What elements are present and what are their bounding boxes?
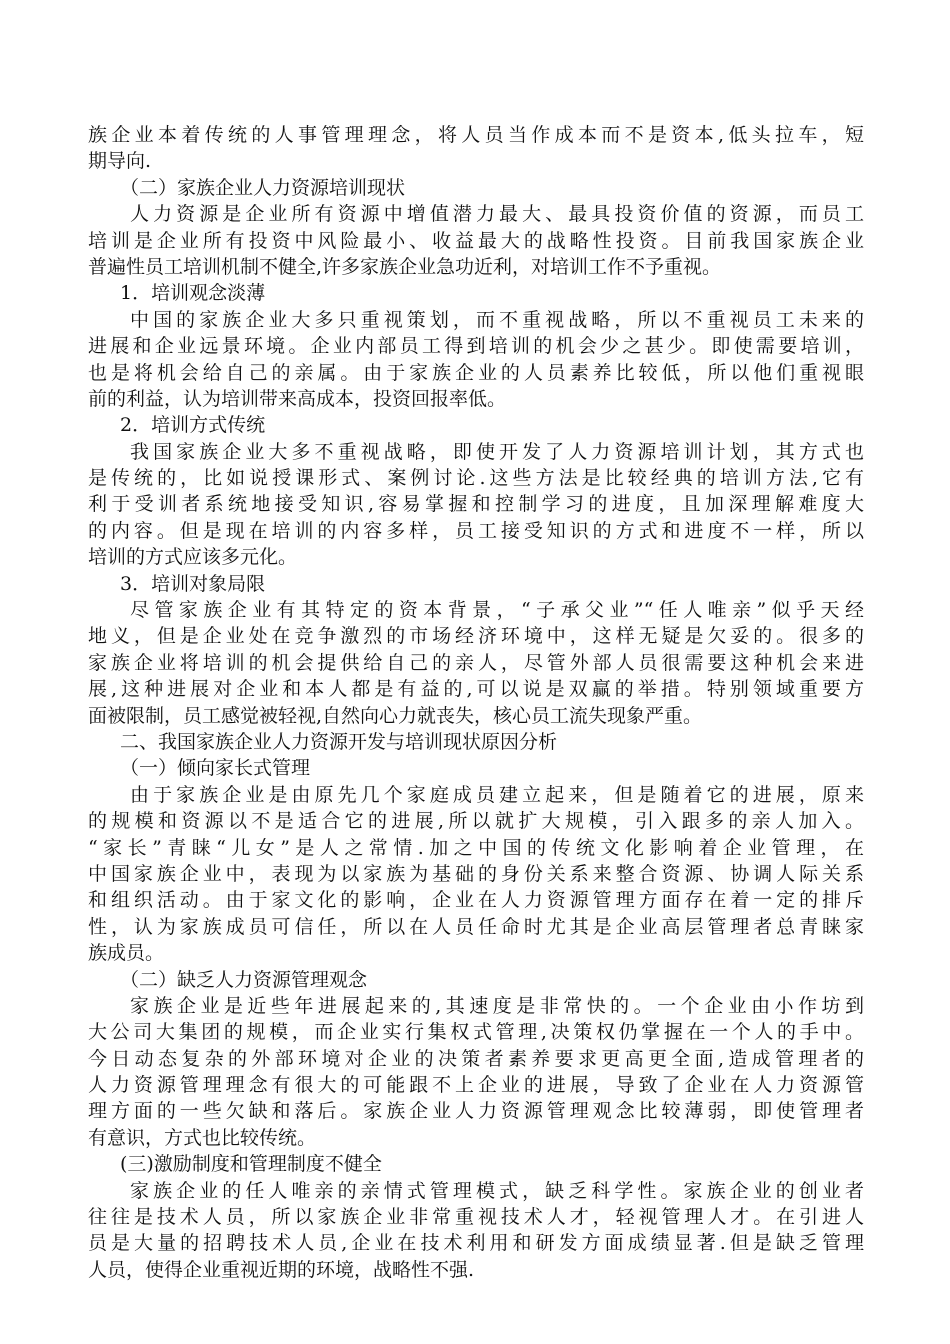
section-heading [88,967,864,993]
paragraph-line: 的规模和资源以不是适合它的进展,所以就扩大规模，引入跟多的亲人加入。 [88,810,864,833]
paragraph-line: 培训是企业所有投资中风险最小、收益最大的战略性投资。目前我国家族企业 [88,229,864,252]
paragraph-line: 往往是技术人员，所以家族企业非常重视技术人才，轻视管理人才。在引进人 [88,1206,864,1229]
heading-text: 二、我国家族企业人力资源开发与培训现状原因分析 [120,730,558,753]
paragraph-line: 进展和企业远景环境。企业内部员工得到培训的机会少之甚少。即使需要培训， [88,335,864,358]
section-heading [88,175,864,201]
paragraph-line: 族企业本着传统的人事管理理念，将人员当作成本而不是资本,低头拉车，短 [88,124,864,146]
paragraph-line: 人力资源管理理念有很大的可能跟不上企业的进展，导致了企业在人力资源管 [88,1074,864,1097]
section-heading [88,412,864,438]
heading-text: 2．培训方式传统 [120,414,266,437]
paragraph-line: 家族企业是近些年进展起来的,其速度是非常快的。一个企业由小作坊到 [130,994,864,1017]
paragraph-line: 员是大量的招聘技术人员,企业在技术利用和研发方面成绩显著.但是缺乏管理 [88,1232,864,1255]
section-heading [88,280,864,306]
paragraph [88,201,864,280]
paragraph-line: “家长”青睐“儿女”是人之常情.加之中国的传统文化影响着企业管理，在 [88,836,864,859]
paragraph-line: 普遍性员工培训机制不健全,许多家族企业急功近利，对培训工作不予重视。 [88,255,722,278]
section-heading [88,729,864,755]
paragraph-line: 面被限制，员工感觉被轻视,自然向心力就丧失，核心员工流失现象严重。 [88,704,703,727]
paragraph-line: 理方面的一些欠缺和落后。家族企业人力资源管理观念比较薄弱，即使管理者 [88,1100,864,1123]
paragraph [88,307,864,413]
heading-text: （一）倾向家长式管理 [120,757,311,780]
heading-text: (三)激励制度和管理制度不健全 [120,1153,382,1176]
paragraph-line: 今日动态复杂的外部环境对企业的决策者素养要求更高更全面,造成管理者的 [88,1047,864,1070]
paragraph-line: 大公司大集团的规模，而企业实行集权式管理,决策权仍掌握在一个人的手中。 [88,1021,864,1044]
paragraph-line: 由于家族企业是由原先几个家庭成员建立起来，但是随着它的进展，原来 [130,783,864,806]
heading-text: （二）缺乏人力资源管理观念 [120,968,368,991]
paragraph-line: 地义，但是企业处在竞争激烈的市场经济环境中，这样无疑是欠妥的。很多的 [88,625,864,648]
paragraph [88,122,864,175]
paragraph-line: 中国家族企业中，表现为以家族为基础的身份关系来整合资源、协调人际关系 [88,862,864,885]
heading-text: 1．培训观念淡薄 [120,282,266,305]
paragraph [88,993,864,1151]
paragraph-line: 和组织活动。由于家文化的影响，企业在人力资源管理方面存在着一定的排斥 [88,889,864,912]
paragraph [88,597,864,729]
paragraph [88,1178,864,1284]
heading-text: 3．培训对象局限 [120,572,266,595]
section-heading [88,1151,864,1177]
paragraph-line: 是传统的，比如说授课形式、案例讨论.这些方法是比较经典的培训方法,它有 [88,467,864,490]
document-page [88,122,864,1283]
paragraph [88,439,864,571]
paragraph-line: 家族企业的任人唯亲的亲情式管理模式，缺乏科学性。家族企业的创业者 [130,1179,864,1202]
paragraph-line: 展,这种进展对企业和本人都是有益的,可以说是双赢的举措。特别领域重要方 [88,678,864,701]
section-heading [88,571,864,597]
paragraph [88,782,864,967]
paragraph-line: 也是将机会给自己的亲属。由于家族企业的人员素养比较低，所以他们重视眼 [88,361,864,384]
section-heading [88,755,864,781]
paragraph-line: 期导向. [88,150,152,173]
paragraph-line: 我国家族企业大多不重视战略，即使开发了人力资源培训计划，其方式也 [130,440,864,463]
paragraph-line: 培训的方式应该多元化。 [88,546,298,569]
paragraph-line: 有意识，方式也比较传统。 [88,1126,317,1149]
paragraph-line: 性，认为家族成员可信任，所以在人员任命时尤其是企业高层管理者总青睐家 [88,915,864,938]
paragraph-line: 族成员。 [88,942,165,965]
paragraph-line: 中国的家族企业大多只重视策划，而不重视战略，所以不重视员工未来的 [130,308,864,331]
paragraph-line: 人员，使得企业重视近期的环境，战略性不强. [88,1258,475,1281]
paragraph-line: 利于受训者系统地接受知识,容易掌握和控制学习的进度，且加深理解难度大 [88,493,864,516]
paragraph-line: 人力资源是企业所有资源中增值潜力最大、最具投资价值的资源，而员工 [130,203,864,226]
heading-text: （二）家族企业人力资源培训现状 [120,176,406,199]
paragraph-line: 家族企业将培训的机会提供给自己的亲人，尽管外部人员很需要这种机会来进 [88,651,864,674]
paragraph-line: 的内容。但是现在培训的内容多样，员工接受知识的方式和进度不一样，所以 [88,519,864,542]
paragraph-line: 前的利益，认为培训带来高成本，投资回报率低。 [88,387,507,410]
paragraph-line: 尽管家族企业有其特定的资本背景，“子承父业”“任人唯亲”似乎天经 [130,599,864,622]
